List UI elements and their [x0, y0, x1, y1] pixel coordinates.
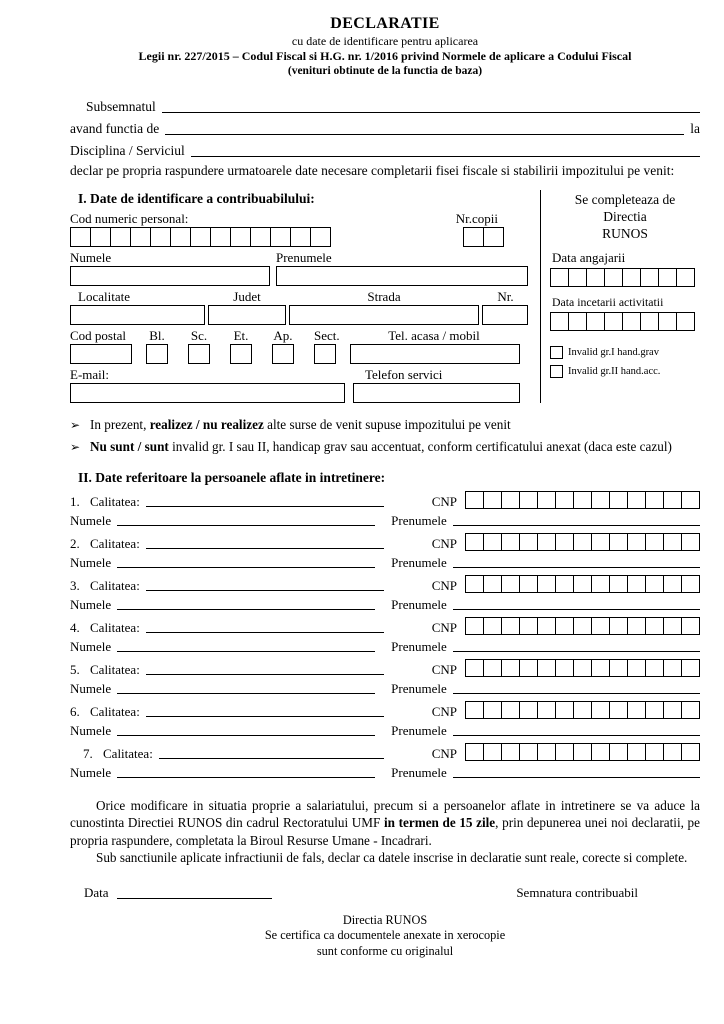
box-cell[interactable]: [681, 491, 700, 509]
box-cell[interactable]: [483, 617, 502, 635]
box-cell[interactable]: [110, 227, 131, 247]
box-cell[interactable]: [640, 312, 659, 331]
box-cell[interactable]: [645, 617, 664, 635]
box-cell[interactable]: [645, 701, 664, 719]
dependent-row-5: [70, 659, 700, 697]
runos-note-line-1: Se completeaza de: [574, 191, 676, 207]
bullet-text-bold: realizez / nu realizez: [149, 416, 264, 432]
box-cell[interactable]: [681, 575, 700, 593]
section-1-title: I. Date de identificare a contribuabilului:: [78, 190, 315, 206]
calitatea-input[interactable]: [146, 548, 384, 549]
box-cell[interactable]: [90, 227, 111, 247]
bullet-text-bold: Nu sunt / sunt: [90, 438, 169, 454]
box-cell[interactable]: [663, 617, 682, 635]
dependent-numele-input[interactable]: [117, 525, 375, 526]
box-cell[interactable]: [609, 575, 628, 593]
invalid-gr2-checkbox[interactable]: [550, 365, 563, 378]
box-cell[interactable]: [681, 533, 700, 551]
certify-line-1: Se certifica ca documentele anexate in xerocopie: [264, 928, 506, 943]
calitatea-input[interactable]: [146, 632, 384, 633]
calitatea-label: Calitatea:: [90, 535, 140, 551]
box-cell[interactable]: [537, 743, 556, 761]
section-1-fields: [70, 190, 532, 403]
sect-input[interactable]: [314, 344, 336, 364]
box-cell[interactable]: [465, 743, 484, 761]
dependent-row-3: [70, 575, 700, 613]
calitatea-label: Calitatea:: [90, 577, 140, 593]
bullet-invalid: [70, 437, 700, 457]
bullet-income: [70, 415, 700, 435]
row-number: 7.: [83, 745, 93, 761]
dependent-prenumele-input[interactable]: [453, 651, 700, 652]
data-angajarii-boxes: [550, 268, 700, 287]
box-cell[interactable]: [270, 227, 291, 247]
box-cell[interactable]: [645, 575, 664, 593]
cnp-boxes: [70, 227, 331, 247]
box-cell[interactable]: [622, 312, 641, 331]
data-label: Data: [84, 884, 109, 900]
calitatea-input[interactable]: [146, 674, 384, 675]
box-cell[interactable]: [483, 701, 502, 719]
runos-panel: [540, 190, 700, 403]
box-cell[interactable]: [537, 617, 556, 635]
subtitle-line-2: Legii nr. 227/2015 – Codul Fiscal si H.G. nr. 1/2016 privind Normele de aplicare a Codului Fiscal: [138, 49, 632, 63]
functia-input[interactable]: [165, 134, 684, 135]
row-number: 5.: [70, 661, 80, 677]
invalid-gr1-row: [550, 346, 700, 359]
certification-block: [70, 913, 700, 960]
box-cell[interactable]: [170, 227, 191, 247]
box-cell[interactable]: [501, 743, 520, 761]
numele-label: Numele: [70, 249, 112, 265]
dependent-prenumele-input[interactable]: [453, 525, 700, 526]
section-2-title: II. Date referitoare la persoanele aflate in intretinere:: [78, 469, 386, 485]
box-cell[interactable]: [537, 701, 556, 719]
box-cell[interactable]: [555, 659, 574, 677]
calitatea-label: Calitatea:: [90, 619, 140, 635]
tel-label: Tel. acasa / mobil: [388, 327, 480, 343]
box-cell[interactable]: [555, 701, 574, 719]
box-cell[interactable]: [681, 701, 700, 719]
numele-label: Numele: [70, 596, 112, 612]
calitatea-input[interactable]: [146, 716, 384, 717]
box-cell[interactable]: [591, 659, 610, 677]
et-input[interactable]: [230, 344, 252, 364]
numele-label: Numele: [70, 512, 112, 528]
telefon-servici-input[interactable]: [353, 383, 520, 403]
localitate-label: Localitate: [78, 288, 130, 304]
dependent-cnp-boxes: [465, 659, 700, 677]
box-cell[interactable]: [627, 743, 646, 761]
row-number: 1.: [70, 493, 80, 509]
dependents-list: [70, 491, 700, 781]
box-cell[interactable]: [501, 701, 520, 719]
prenumele-input[interactable]: [276, 266, 528, 286]
bullet-invalid-text: [90, 437, 672, 457]
box-cell[interactable]: [604, 312, 623, 331]
numele-label: Numele: [70, 764, 112, 780]
box-cell[interactable]: [604, 268, 623, 287]
box-cell[interactable]: [501, 575, 520, 593]
box-cell[interactable]: [537, 533, 556, 551]
cod-postal-input[interactable]: [70, 344, 132, 364]
subsemnatul-label: Subsemnatul: [86, 99, 156, 114]
box-cell[interactable]: [290, 227, 311, 247]
box-cell[interactable]: [663, 743, 682, 761]
row-number: 2.: [70, 535, 80, 551]
calitatea-label: Calitatea:: [103, 745, 153, 761]
box-cell[interactable]: [465, 617, 484, 635]
box-cell[interactable]: [210, 227, 231, 247]
calitatea-input[interactable]: [146, 506, 384, 507]
box-cell[interactable]: [645, 491, 664, 509]
box-cell[interactable]: [609, 491, 628, 509]
calitatea-label: Calitatea:: [90, 493, 140, 509]
cnp-label: CNP: [431, 661, 457, 677]
box-cell[interactable]: [663, 533, 682, 551]
email-box-row: [70, 383, 532, 403]
box-cell[interactable]: [645, 533, 664, 551]
box-cell[interactable]: [591, 617, 610, 635]
nr-label: Nr.: [497, 288, 514, 304]
dependent-numele-input[interactable]: [117, 609, 375, 610]
subtitle-line-3: (venituri obtinute de la functia de baza): [287, 65, 483, 77]
nr-copii-boxes: [463, 227, 504, 247]
footer-paragraph-2: Sub sanctiunile aplicate infractiunii de fals, declar ca datele inscrise in declaratie sunt reale, corecte si complete.: [96, 850, 688, 866]
box-cell[interactable]: [573, 659, 592, 677]
box-cell[interactable]: [465, 491, 484, 509]
sc-label: Sc.: [190, 327, 208, 343]
judet-label: Judet: [233, 288, 261, 304]
semnatura-label: Semnatura contribuabil: [516, 884, 638, 900]
prenumele-label: Prenumele: [276, 249, 332, 265]
box-cell[interactable]: [640, 268, 659, 287]
box-cell[interactable]: [586, 312, 605, 331]
cnp-label: Cod numeric personal:: [70, 210, 189, 226]
dependent-row-7: [70, 743, 700, 781]
address-box-row: [70, 305, 532, 325]
box-cell[interactable]: [573, 617, 592, 635]
dependent-prenumele-input[interactable]: [453, 777, 700, 778]
calitatea-input[interactable]: [146, 590, 384, 591]
dependent-row-4: [70, 617, 700, 655]
cod-postal-label: Cod postal: [70, 327, 126, 343]
box-cell[interactable]: [230, 227, 251, 247]
box-cell[interactable]: [591, 743, 610, 761]
box-cell[interactable]: [658, 312, 677, 331]
email-input[interactable]: [70, 383, 345, 403]
box-cell[interactable]: [627, 701, 646, 719]
box-cell[interactable]: [591, 575, 610, 593]
nr-input[interactable]: [482, 305, 528, 325]
runos-note-line-2: Directia: [603, 208, 647, 224]
functia-label: avand functia de: [70, 121, 160, 136]
numele-label: Numele: [70, 638, 112, 654]
arrow-bullet-icon: ➢: [70, 439, 81, 454]
box-cell[interactable]: [555, 491, 574, 509]
name-label-row: [70, 250, 532, 266]
footer-text-bold: in termen de 15 zile: [383, 815, 496, 831]
dependent-prenumele-input[interactable]: [453, 693, 700, 694]
box-cell[interactable]: [465, 701, 484, 719]
declaration-statement: declar pe propria raspundere urmatoarele date necesare completarii fisei fiscale si stabilirii impozitului pe venit:: [70, 163, 675, 178]
address-label-row: [70, 289, 532, 305]
bullet-text-post: invalid gr. I sau II, handicap grav sau accentuat, conform certificatului anexat (daca este cazul): [168, 438, 672, 454]
box-cell[interactable]: [609, 701, 628, 719]
box-cell[interactable]: [465, 533, 484, 551]
box-cell[interactable]: [627, 575, 646, 593]
data-input[interactable]: [117, 898, 272, 899]
name-box-row: [70, 266, 532, 286]
box-cell[interactable]: [568, 268, 587, 287]
cnp-label-row: [70, 211, 532, 227]
footer-text-post: , prin depunerea unei noi declaratii, pe propria raspundere, completata la Biroul Resurse Umane - Incadrari.: [70, 815, 700, 848]
box-cell[interactable]: [130, 227, 151, 247]
cnp-label: CNP: [431, 535, 457, 551]
box-cell[interactable]: [591, 533, 610, 551]
box-cell[interactable]: [609, 617, 628, 635]
dependent-cnp-boxes: [465, 533, 700, 551]
dependent-prenumele-input[interactable]: [453, 609, 700, 610]
cnp-label: CNP: [431, 619, 457, 635]
dependent-row-6: [70, 701, 700, 739]
functia-row: [70, 115, 700, 137]
box-cell[interactable]: [573, 743, 592, 761]
box-cell[interactable]: [519, 491, 538, 509]
prenumele-label: Prenumele: [391, 554, 447, 570]
box-cell[interactable]: [465, 659, 484, 677]
invalid-gr1-checkbox[interactable]: [550, 346, 563, 359]
box-cell[interactable]: [483, 575, 502, 593]
dependent-numele-input[interactable]: [117, 651, 375, 652]
dependent-row-1: [70, 491, 700, 529]
bl-label: Bl.: [149, 327, 165, 343]
cnp-label: CNP: [431, 745, 457, 761]
ap-label: Ap.: [273, 327, 293, 343]
box-cell[interactable]: [501, 659, 520, 677]
footer-text-pre: Orice modificare in situatia proprie a salariatului, precum si a persoanelor aflate in intretinere se va aduce la cunostinta Directiei RUNOS din cadrul Rectoratului UMF: [70, 797, 700, 831]
box-cell[interactable]: [645, 743, 664, 761]
dependent-numele-input[interactable]: [117, 777, 375, 778]
cnp-label: CNP: [431, 703, 457, 719]
box-cell[interactable]: [591, 491, 610, 509]
box-cell[interactable]: [519, 743, 538, 761]
strada-input[interactable]: [289, 305, 479, 325]
page-title: DECLARATIE: [330, 15, 440, 32]
cnp-box-row: [70, 227, 532, 247]
cnp-label: CNP: [431, 577, 457, 593]
box-cell[interactable]: [681, 617, 700, 635]
box-cell[interactable]: [609, 659, 628, 677]
box-cell[interactable]: [555, 533, 574, 551]
bullet-notes: [70, 415, 700, 457]
numele-label: Numele: [70, 722, 112, 738]
box-cell[interactable]: [537, 659, 556, 677]
box-cell[interactable]: [519, 617, 538, 635]
sc-input[interactable]: [188, 344, 210, 364]
box-cell[interactable]: [663, 575, 682, 593]
email-label: E-mail:: [70, 366, 109, 382]
invalid-gr2-row: [550, 365, 700, 378]
box-cell[interactable]: [483, 491, 502, 509]
dependent-prenumele-input[interactable]: [453, 735, 700, 736]
numele-label: Numele: [70, 554, 112, 570]
box-cell[interactable]: [573, 533, 592, 551]
box-cell[interactable]: [627, 491, 646, 509]
box-cell[interactable]: [501, 533, 520, 551]
calitatea-input[interactable]: [159, 758, 384, 759]
et-label: Et.: [233, 327, 249, 343]
box-cell[interactable]: [568, 312, 587, 331]
directia-runos-label: Directia RUNOS: [342, 912, 428, 927]
la-label: la: [690, 121, 700, 136]
box-cell[interactable]: [70, 227, 91, 247]
box-cell[interactable]: [555, 617, 574, 635]
prenumele-label: Prenumele: [391, 512, 447, 528]
box-cell[interactable]: [663, 701, 682, 719]
box-cell[interactable]: [681, 743, 700, 761]
box-cell[interactable]: [501, 617, 520, 635]
box-cell[interactable]: [519, 659, 538, 677]
dependent-numele-input[interactable]: [117, 693, 375, 694]
data-incetarii-label: Data incetarii activitatii: [552, 294, 664, 309]
document-header: [70, 14, 700, 79]
prenumele-label: Prenumele: [391, 722, 447, 738]
box-cell[interactable]: [663, 659, 682, 677]
box-cell[interactable]: [483, 743, 502, 761]
box-cell[interactable]: [519, 575, 538, 593]
intro-section: [70, 93, 700, 180]
subtitle-line-1: cu date de identificare pentru aplicarea: [291, 34, 479, 48]
box-cell[interactable]: [663, 491, 682, 509]
row-number: 3.: [70, 577, 80, 593]
box-cell[interactable]: [591, 701, 610, 719]
prenumele-label: Prenumele: [391, 680, 447, 696]
dependent-prenumele-input[interactable]: [453, 567, 700, 568]
numele-label: Numele: [70, 680, 112, 696]
box-cell[interactable]: [483, 533, 502, 551]
box-cell[interactable]: [519, 701, 538, 719]
dependent-numele-input[interactable]: [117, 735, 375, 736]
certify-line-2: sunt conforme cu originalul: [316, 943, 454, 958]
box-cell[interactable]: [537, 491, 556, 509]
box-cell[interactable]: [573, 701, 592, 719]
dependent-cnp-boxes: [465, 617, 700, 635]
box-cell[interactable]: [519, 533, 538, 551]
footer-paragraph-1: [70, 797, 700, 850]
dependent-numele-input[interactable]: [117, 567, 375, 568]
bullet-text-post: alte surse de venit supuse impozitului pe venit: [263, 416, 511, 432]
nr-copii-label: Nr.copii: [455, 210, 498, 226]
box-cell[interactable]: [573, 575, 592, 593]
data-incetarii-boxes: [550, 312, 700, 331]
sect-label: Sect.: [314, 327, 340, 343]
box-cell[interactable]: [555, 575, 574, 593]
box-cell[interactable]: [310, 227, 331, 247]
box-cell[interactable]: [676, 268, 695, 287]
dependent-cnp-boxes: [465, 575, 700, 593]
box-cell[interactable]: [463, 227, 484, 247]
box-cell[interactable]: [627, 533, 646, 551]
arrow-bullet-icon: ➢: [70, 417, 81, 432]
data-angajarii-label: Data angajarii: [552, 249, 626, 265]
invalid-gr2-label: Invalid gr.II hand.acc.: [568, 365, 661, 377]
subsemnatul-input[interactable]: [162, 112, 700, 113]
box-cell[interactable]: [676, 312, 695, 331]
section-1: [70, 190, 700, 403]
calitatea-label: Calitatea:: [90, 661, 140, 677]
dependent-row-2: [70, 533, 700, 571]
strada-label: Strada: [367, 288, 401, 304]
row-number: 6.: [70, 703, 80, 719]
dependent-cnp-boxes: [465, 491, 700, 509]
box-cell[interactable]: [483, 227, 504, 247]
bullet-income-text: [90, 415, 511, 435]
box-cell[interactable]: [627, 617, 646, 635]
row-number: 4.: [70, 619, 80, 635]
box-cell[interactable]: [550, 268, 569, 287]
box-cell[interactable]: [645, 659, 664, 677]
box-cell[interactable]: [555, 743, 574, 761]
ap-input[interactable]: [272, 344, 294, 364]
prenumele-label: Prenumele: [391, 638, 447, 654]
disciplina-row: [70, 137, 700, 159]
box-cell[interactable]: [483, 659, 502, 677]
postal-box-row: [70, 344, 532, 364]
box-cell[interactable]: [501, 491, 520, 509]
box-cell[interactable]: [658, 268, 677, 287]
box-cell[interactable]: [465, 575, 484, 593]
prenumele-label: Prenumele: [391, 764, 447, 780]
box-cell[interactable]: [190, 227, 211, 247]
signature-row: [70, 879, 700, 901]
cnp-label: CNP: [431, 493, 457, 509]
box-cell[interactable]: [609, 743, 628, 761]
bullet-text-pre: In prezent,: [90, 416, 150, 432]
disciplina-input[interactable]: [191, 156, 700, 157]
box-cell[interactable]: [681, 659, 700, 677]
disciplina-label: Disciplina / Serviciul: [70, 143, 185, 158]
box-cell[interactable]: [150, 227, 171, 247]
invalid-gr1-label: Invalid gr.I hand.grav: [568, 346, 659, 358]
box-cell[interactable]: [250, 227, 271, 247]
subsemnatul-row: [70, 93, 700, 115]
bl-input[interactable]: [146, 344, 168, 364]
prenumele-label: Prenumele: [391, 596, 447, 612]
localitate-input[interactable]: [70, 305, 205, 325]
dependent-cnp-boxes: [465, 701, 700, 719]
box-cell[interactable]: [586, 268, 605, 287]
box-cell[interactable]: [537, 575, 556, 593]
box-cell[interactable]: [573, 491, 592, 509]
email-label-row: [70, 367, 532, 383]
dependent-cnp-boxes: [465, 743, 700, 761]
telefon-servici-label: Telefon servici: [365, 366, 443, 382]
postal-label-row: [70, 328, 532, 344]
box-cell[interactable]: [609, 533, 628, 551]
runos-note-line-3: RUNOS: [602, 225, 648, 241]
numele-input[interactable]: [70, 266, 270, 286]
calitatea-label: Calitatea:: [90, 703, 140, 719]
tel-input[interactable]: [350, 344, 520, 364]
judet-input[interactable]: [208, 305, 286, 325]
box-cell[interactable]: [550, 312, 569, 331]
box-cell[interactable]: [627, 659, 646, 677]
box-cell[interactable]: [622, 268, 641, 287]
